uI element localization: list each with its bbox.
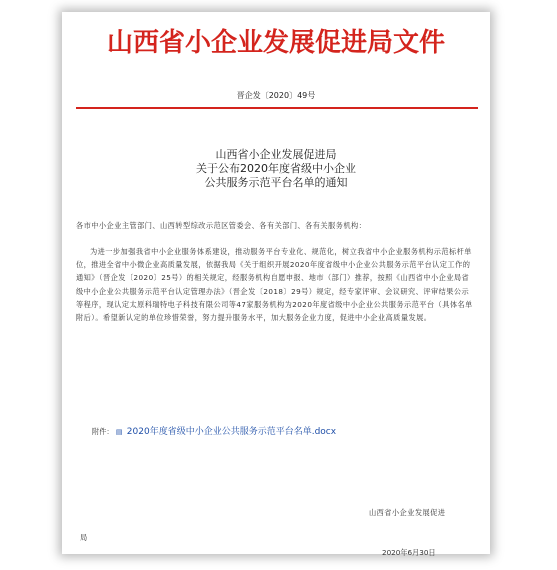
attachment-link[interactable]: 2020年度省级中小企业公共服务示范平台名单.docx: [126, 427, 337, 437]
body-paragraph: 为进一步加强我省中小企业服务体系建设，推动服务平台专业化、规范化，树立我省中小企业服务机构示范标杆单位，推进全省中小微企业高质量发展，依据我局《关于组织开展2020年度省级中小企业公共服务示范平台认定工作的通知》（晋企发〔2020〕25号）的相关规定，经服务机构自愿申报、地市（部门）推荐，按照《山西省中小企业局省级中小企业公共服务示范平台认定管理办法》（晋企发〔2018〕29号）规定，经专家评审、会议研究、评审结果公示等程序，现认定太原科瑞特电子科技有限公司等47家服务机构为2020年度省级中小企业公共服务示范平台（具体名单附后）。希望新认定的单位珍惜荣誉，努力提升服务水平，加大服务企业力度，促进中小企业高质量发展。: [76, 247, 473, 323]
notice-title: [62, 148, 490, 190]
document-icon: ▤: [115, 428, 123, 436]
signature-line-1: 山西省小企业发展促进: [369, 508, 446, 517]
notice-title-line-3: 公共服务示范平台名单的通知: [204, 176, 348, 189]
notice-title-line-2: 关于公布2020年度省级中小企业: [196, 162, 356, 175]
signature-line-2: 局: [80, 533, 88, 542]
salutation: 各市中小企业主管部门、山西转型综改示范区管委会、各有关部门、各有关服务机构：: [76, 221, 367, 230]
issue-date: 2020年6月30日: [382, 548, 436, 557]
attachment-label: 附件：: [92, 427, 114, 436]
red-divider: [76, 107, 478, 109]
document-number: 晋企发〔2020〕49号: [236, 91, 316, 100]
attachment-line: [92, 424, 336, 437]
document-page: [62, 12, 490, 557]
header-title: 山西省小企业发展促进局文件: [106, 28, 445, 58]
notice-title-line-1: 山西省小企业发展促进局: [215, 148, 337, 161]
